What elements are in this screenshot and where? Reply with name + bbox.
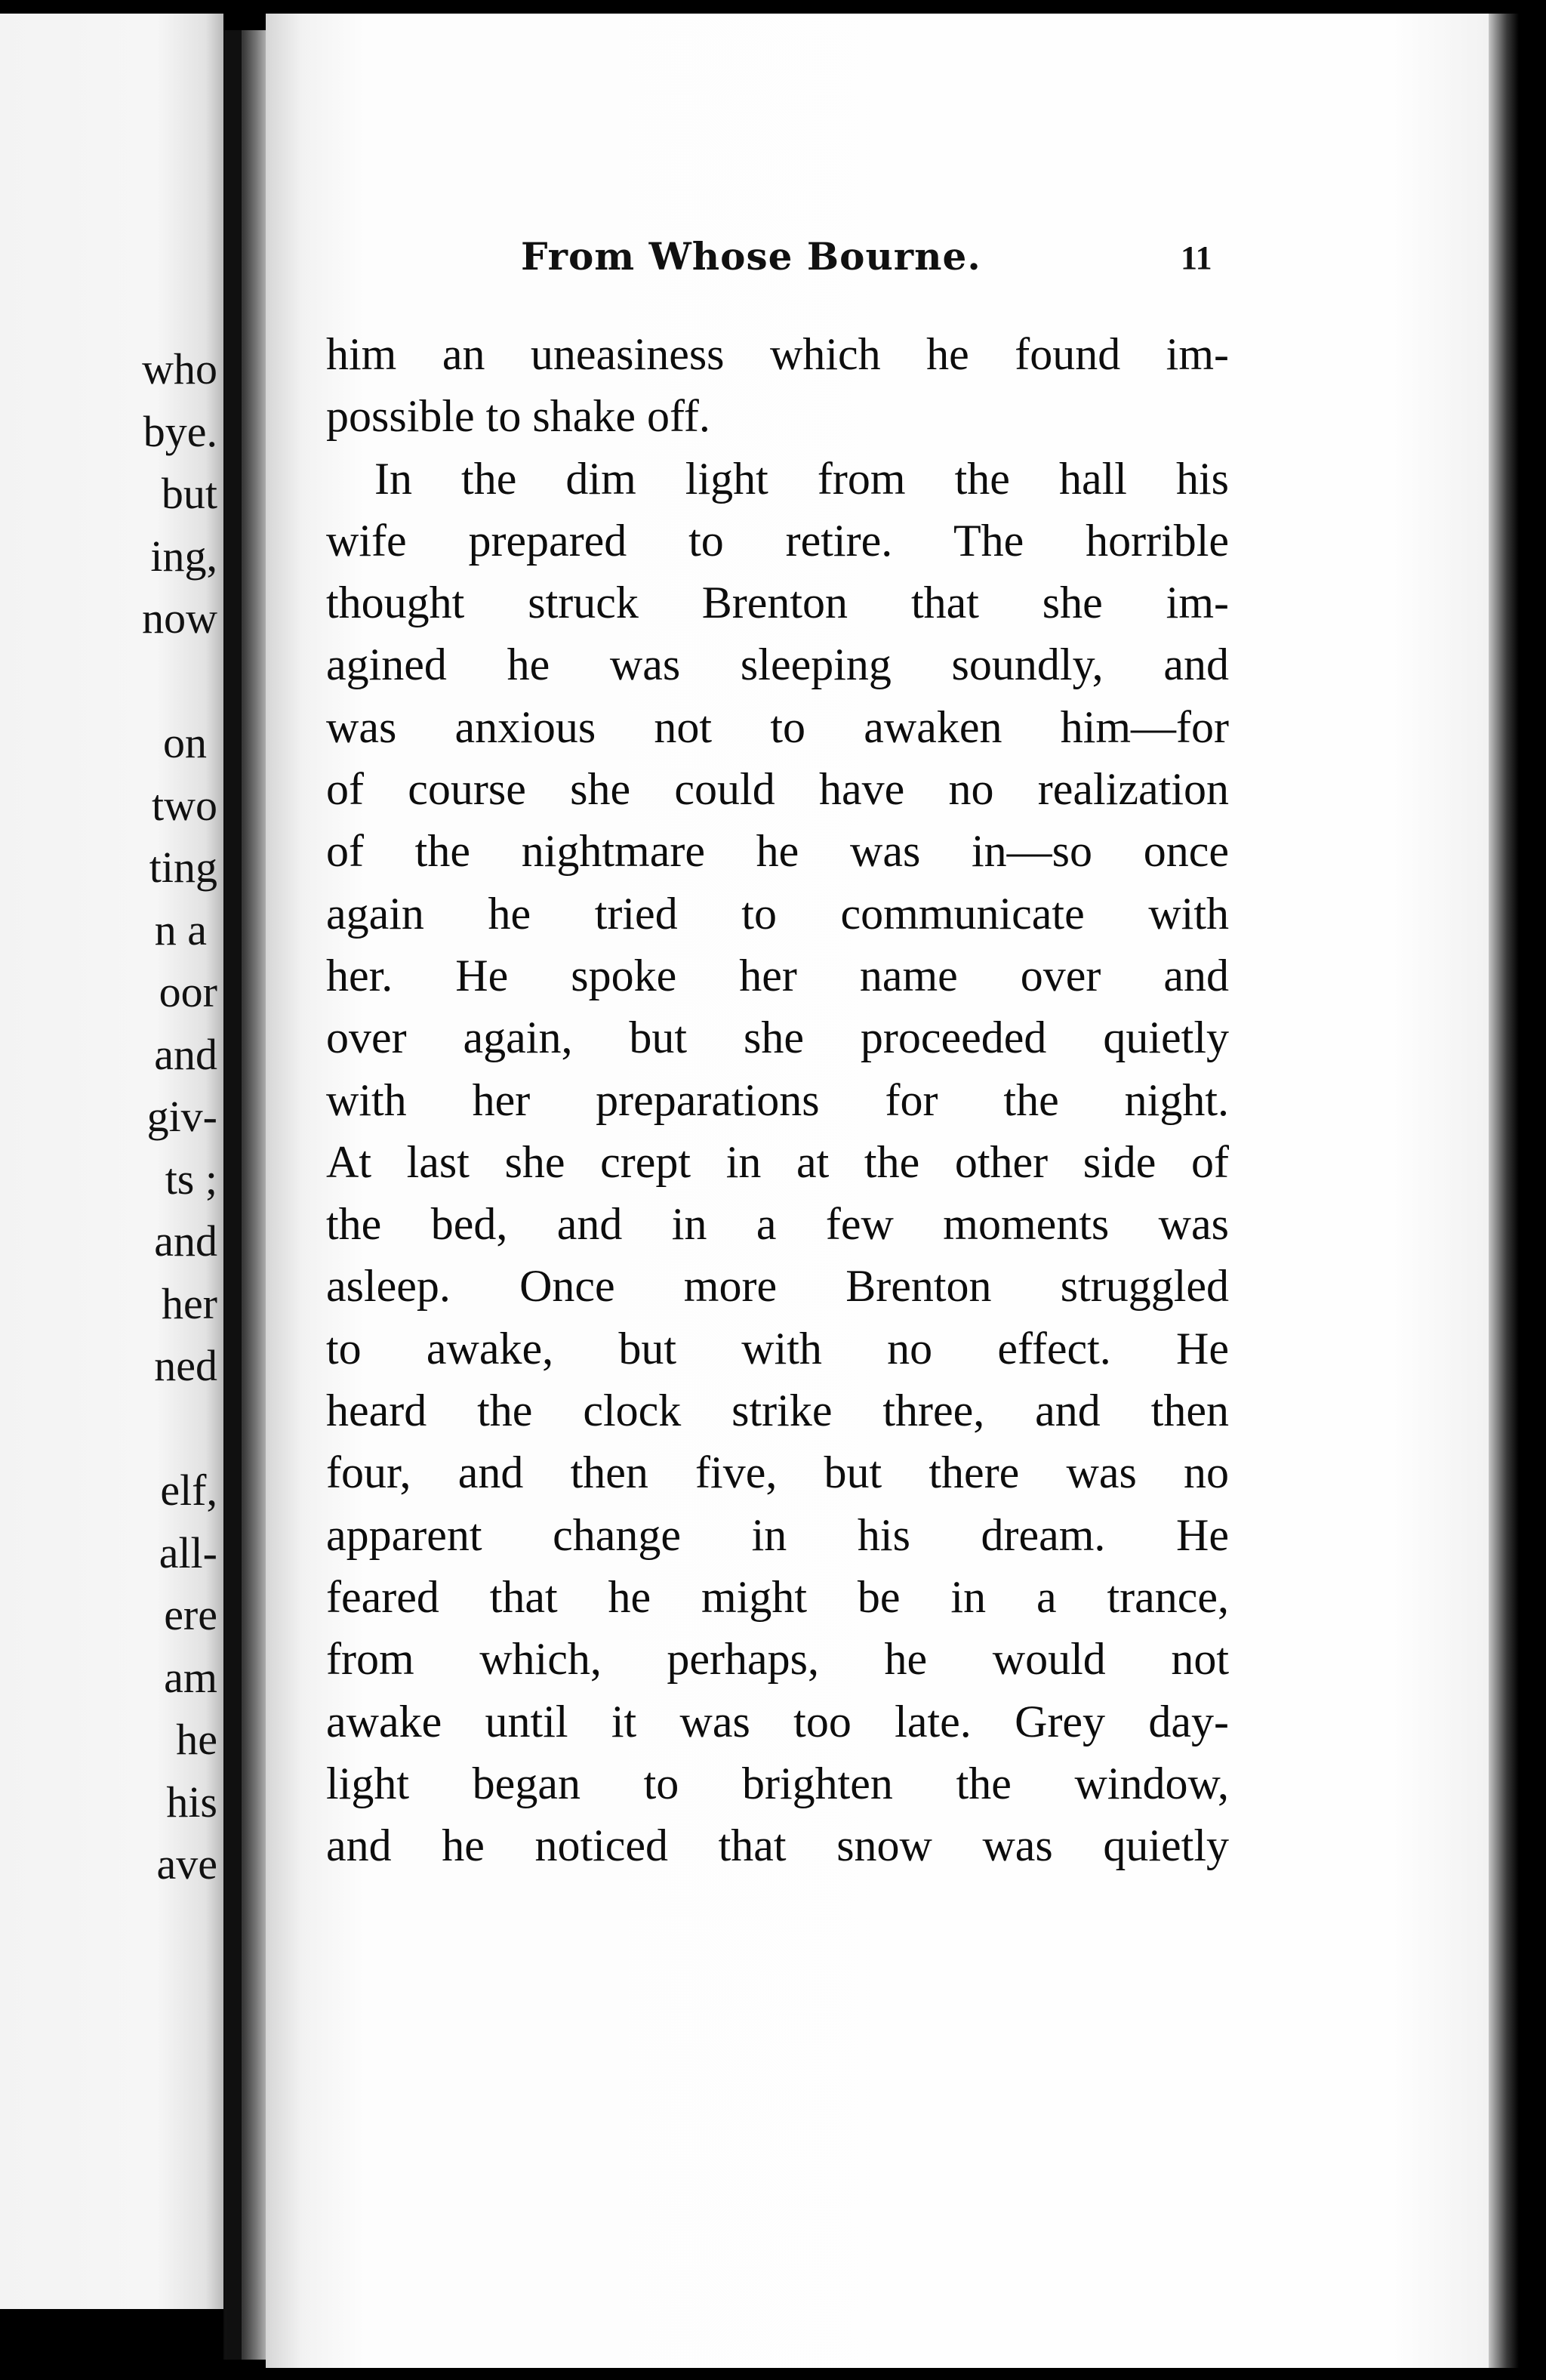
left-page-line: am	[164, 1652, 217, 1702]
text-line: heard the clock strike three, and then	[326, 1386, 1229, 1436]
text-line: In the dim light from the hall his	[374, 453, 1229, 504]
text-line: asleep. Once more Brenton struggled	[326, 1261, 1229, 1312]
text-line: of the nightmare he was in—so once	[326, 826, 1229, 877]
text-line: feared that he might be in a trance,	[326, 1571, 1229, 1622]
text-line: apparent change in his dream. He	[326, 1509, 1229, 1560]
left-page-line: ere	[164, 1590, 217, 1639]
left-page-line: but	[161, 469, 217, 518]
text-line: wife prepared to retire. The horrible	[326, 515, 1229, 566]
left-page-line: on	[163, 718, 207, 767]
text-line: again he tried to communicate with	[326, 888, 1229, 939]
left-page-line: his	[166, 1777, 217, 1827]
text-line: with her preparations for the night.	[326, 1074, 1229, 1125]
text-line: thought struck Brenton that she im-	[326, 578, 1229, 628]
gutter-shadow	[226, 30, 242, 2360]
text-line: awake until it was too late. Grey day-	[326, 1696, 1229, 1746]
text-line: four, and then five, but there was no	[326, 1447, 1229, 1498]
left-page-line: her	[161, 1278, 217, 1328]
left-page-line: ing,	[150, 531, 217, 581]
left-page-line: bye.	[143, 406, 217, 456]
text-line: and he noticed that snow was quietly	[326, 1820, 1229, 1871]
left-page-line: two	[152, 780, 217, 830]
text-line: over again, but she proceeded quietly	[326, 1013, 1229, 1063]
page-edge-shadow	[1489, 14, 1519, 2368]
text-line: At last she crept in at the other side of	[326, 1136, 1229, 1187]
left-page-line: and	[154, 1216, 217, 1266]
left-page-line: ned	[154, 1341, 217, 1390]
text-line: light began to brighten the window,	[326, 1758, 1229, 1808]
text-line: from which, perhaps, he would not	[326, 1634, 1229, 1685]
left-page-line: elf,	[160, 1466, 217, 1515]
left-page-line: ts ;	[165, 1154, 217, 1204]
text-line: was anxious not to awaken him—for	[326, 701, 1229, 752]
text-line: agined he was sleeping soundly, and	[326, 640, 1229, 690]
left-page	[0, 14, 223, 2309]
text-line: him an uneasiness which he found im-	[326, 329, 1229, 379]
left-page-line: n a	[154, 905, 207, 954]
left-page-line: all-	[159, 1528, 217, 1577]
running-head: From Whose Bourne.	[521, 234, 981, 279]
left-page-line: ave	[156, 1839, 217, 1888]
left-page-line: oor	[159, 967, 217, 1016]
left-page-line: who	[142, 344, 217, 393]
text-line: of course she could have no realization	[326, 764, 1229, 815]
page-number: 11	[1181, 239, 1212, 276]
text-line: the bed, and in a few moments was	[326, 1199, 1229, 1250]
left-page-line: and	[154, 1029, 217, 1079]
body-text	[326, 323, 1229, 1876]
left-page-line: ting	[149, 843, 217, 892]
text-line: possible to shake off.	[326, 391, 710, 442]
text-line: her. He spoke her name over and	[326, 950, 1229, 1000]
left-page-line: now	[142, 593, 217, 643]
left-page-line: giv-	[146, 1092, 217, 1141]
left-page-line: he	[176, 1715, 217, 1764]
text-line: to awake, but with no effect. He	[326, 1323, 1229, 1373]
